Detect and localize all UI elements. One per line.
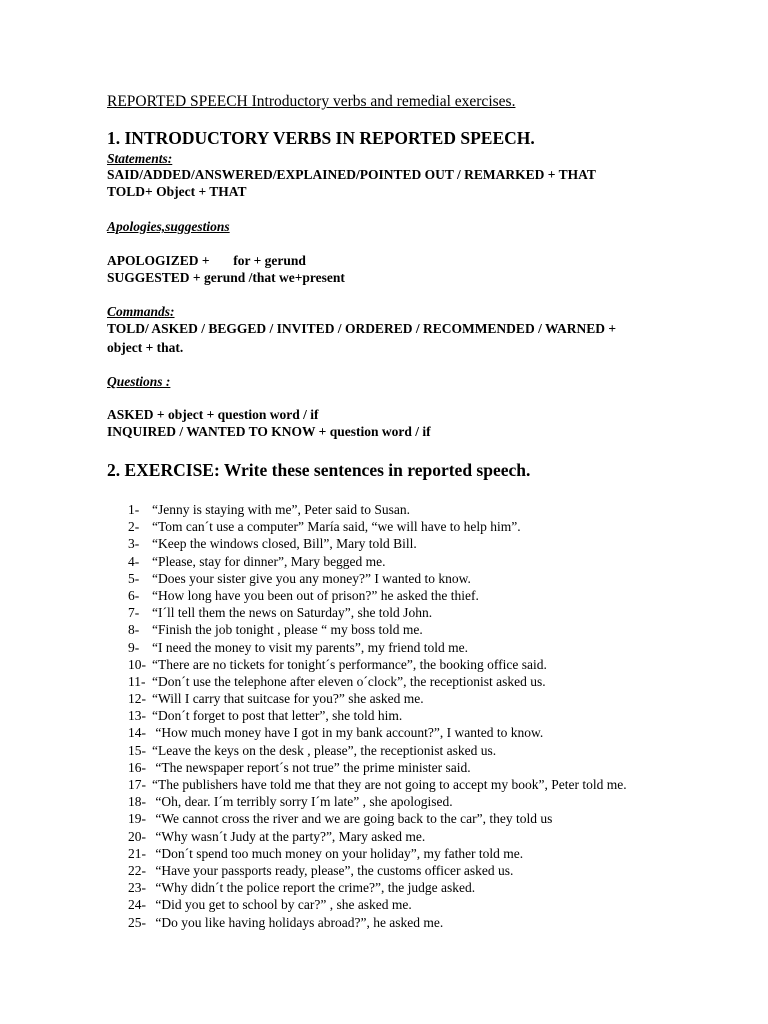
list-item: [128, 501, 627, 518]
item-text: “Have your passports ready, please”, the customs officer asked us.: [152, 862, 514, 878]
item-text: “Why wasn´t Judy at the party?”, Mary asked me.: [152, 828, 426, 844]
statements-line-2: TOLD+ Object + THAT: [107, 184, 247, 199]
item-number: 10-: [128, 656, 146, 672]
item-number: 6-: [128, 587, 140, 603]
item-number: 11-: [128, 673, 146, 689]
item-text: “Did you get to school by car?” , she asked me.: [152, 897, 412, 913]
item-text: “Why didn´t the police report the crime?”, the judge asked.: [152, 880, 476, 896]
item-text: “We cannot cross the river and we are going back to the car”, they told us: [152, 811, 553, 827]
list-item: [128, 879, 627, 896]
commands-line-2: object + that.: [107, 340, 184, 355]
list-item: [128, 707, 627, 724]
item-number: 16-: [128, 759, 146, 775]
item-number: 23-: [128, 880, 146, 896]
item-text: “The publishers have told me that they are not going to accept my book”, Peter told me.: [152, 777, 627, 792]
list-item: [128, 621, 627, 638]
item-text: “Keep the windows closed, Bill”, Mary told Bill.: [152, 536, 417, 552]
list-item: [128, 828, 627, 845]
item-text: “The newspaper report´s not true” the prime minister said.: [152, 759, 471, 775]
apologies-line-2: SUGGESTED + gerund /that we+present: [107, 270, 345, 285]
commands-line-1: TOLD/ ASKED / BEGGED / INVITED / ORDERED / RECOMMENDED / WARNED +: [107, 321, 617, 336]
list-item: [128, 845, 627, 862]
item-text: “I´ll tell them the news on Saturday”, she told John.: [152, 605, 433, 621]
item-text: “Jenny is staying with me”, Peter said to Susan.: [152, 502, 410, 517]
item-text: “Will I carry that suitcase for you?” she asked me.: [152, 691, 424, 707]
item-text: “How long have you been out of prison?” he asked the thief.: [152, 587, 479, 603]
item-number: 25-: [128, 914, 146, 930]
item-text: “Leave the keys on the desk , please”, the receptionist asked us.: [152, 742, 497, 758]
section-2-heading: 2. EXERCISE: Write these sentences in reported speech.: [107, 460, 531, 480]
item-number: 4-: [128, 553, 140, 569]
list-item: [128, 518, 627, 535]
item-number: 24-: [128, 897, 146, 913]
list-item: [128, 604, 627, 621]
item-text: “Do you like having holidays abroad?”, he asked me.: [152, 914, 444, 930]
item-number: 5-: [128, 570, 140, 586]
list-item: [128, 759, 627, 776]
questions-label: Questions :: [107, 374, 171, 389]
list-item: [128, 896, 627, 913]
item-number: 2-: [128, 519, 140, 535]
item-text: “Don´t spend too much money on your holiday”, my father told me.: [152, 845, 524, 861]
list-item: [128, 914, 627, 931]
item-number: 12-: [128, 691, 146, 707]
commands-label: Commands:: [107, 304, 175, 319]
item-text: “Tom can´t use a computer” María said, “we will have to help him”.: [152, 519, 521, 535]
item-text: “Oh, dear. I´m terribly sorry I´m late” , she apologised.: [152, 794, 453, 810]
item-text: “How much money have I got in my bank account?”, I wanted to know.: [152, 725, 544, 741]
item-number: 22-: [128, 862, 146, 878]
item-number: 15-: [128, 742, 146, 758]
item-number: 20-: [128, 828, 146, 844]
list-item: [128, 639, 627, 656]
item-text: “Does your sister give you any money?” I wanted to know.: [152, 570, 471, 586]
item-text: “Don´t use the telephone after eleven o´clock”, the receptionist asked us.: [152, 673, 546, 689]
item-number: 13-: [128, 708, 146, 724]
list-item: [128, 690, 627, 707]
item-text: “Finish the job tonight , please “ my boss told me.: [152, 622, 423, 638]
apologies-line-1: APOLOGIZED + for + gerund: [107, 253, 306, 268]
item-number: 21-: [128, 845, 146, 861]
list-item: [128, 673, 627, 690]
statements-label: Statements:: [107, 151, 173, 166]
list-item: [128, 553, 627, 570]
item-number: 19-: [128, 811, 146, 827]
list-item: [128, 793, 627, 810]
item-number: 8-: [128, 622, 140, 638]
exercise-list: [128, 501, 627, 931]
list-item: [128, 535, 627, 552]
list-item: [128, 862, 627, 879]
list-item: [128, 570, 627, 587]
list-item: [128, 742, 627, 759]
item-text: “Don´t forget to post that letter”, she told him.: [152, 708, 403, 724]
questions-line-2: INQUIRED / WANTED TO KNOW + question word / if: [107, 424, 431, 439]
item-text: “Please, stay for dinner”, Mary begged me.: [152, 553, 386, 569]
item-text: “I need the money to visit my parents”, my friend told me.: [152, 639, 469, 655]
questions-line-1: ASKED + object + question word / if: [107, 407, 319, 422]
item-number: 7-: [128, 605, 140, 621]
statements-line-1: SAID/ADDED/ANSWERED/EXPLAINED/POINTED OUT / REMARKED + THAT: [107, 167, 596, 182]
item-number: 17-: [128, 777, 146, 792]
item-number: 1-: [128, 502, 140, 517]
item-number: 18-: [128, 794, 146, 810]
list-item: [128, 656, 627, 673]
item-number: 3-: [128, 536, 140, 552]
list-item: [128, 810, 627, 827]
list-item: [128, 776, 627, 793]
document-title: REPORTED SPEECH Introductory verbs and remedial exercises.: [107, 93, 516, 110]
list-item: [128, 587, 627, 604]
item-number: 14-: [128, 725, 146, 741]
apologies-label: Apologies,suggestions: [107, 219, 230, 234]
section-1-heading: 1. INTRODUCTORY VERBS IN REPORTED SPEECH.: [107, 128, 535, 148]
list-item: [128, 724, 627, 741]
item-text: “There are no tickets for tonight´s performance”, the booking office said.: [152, 656, 547, 672]
item-number: 9-: [128, 639, 140, 655]
